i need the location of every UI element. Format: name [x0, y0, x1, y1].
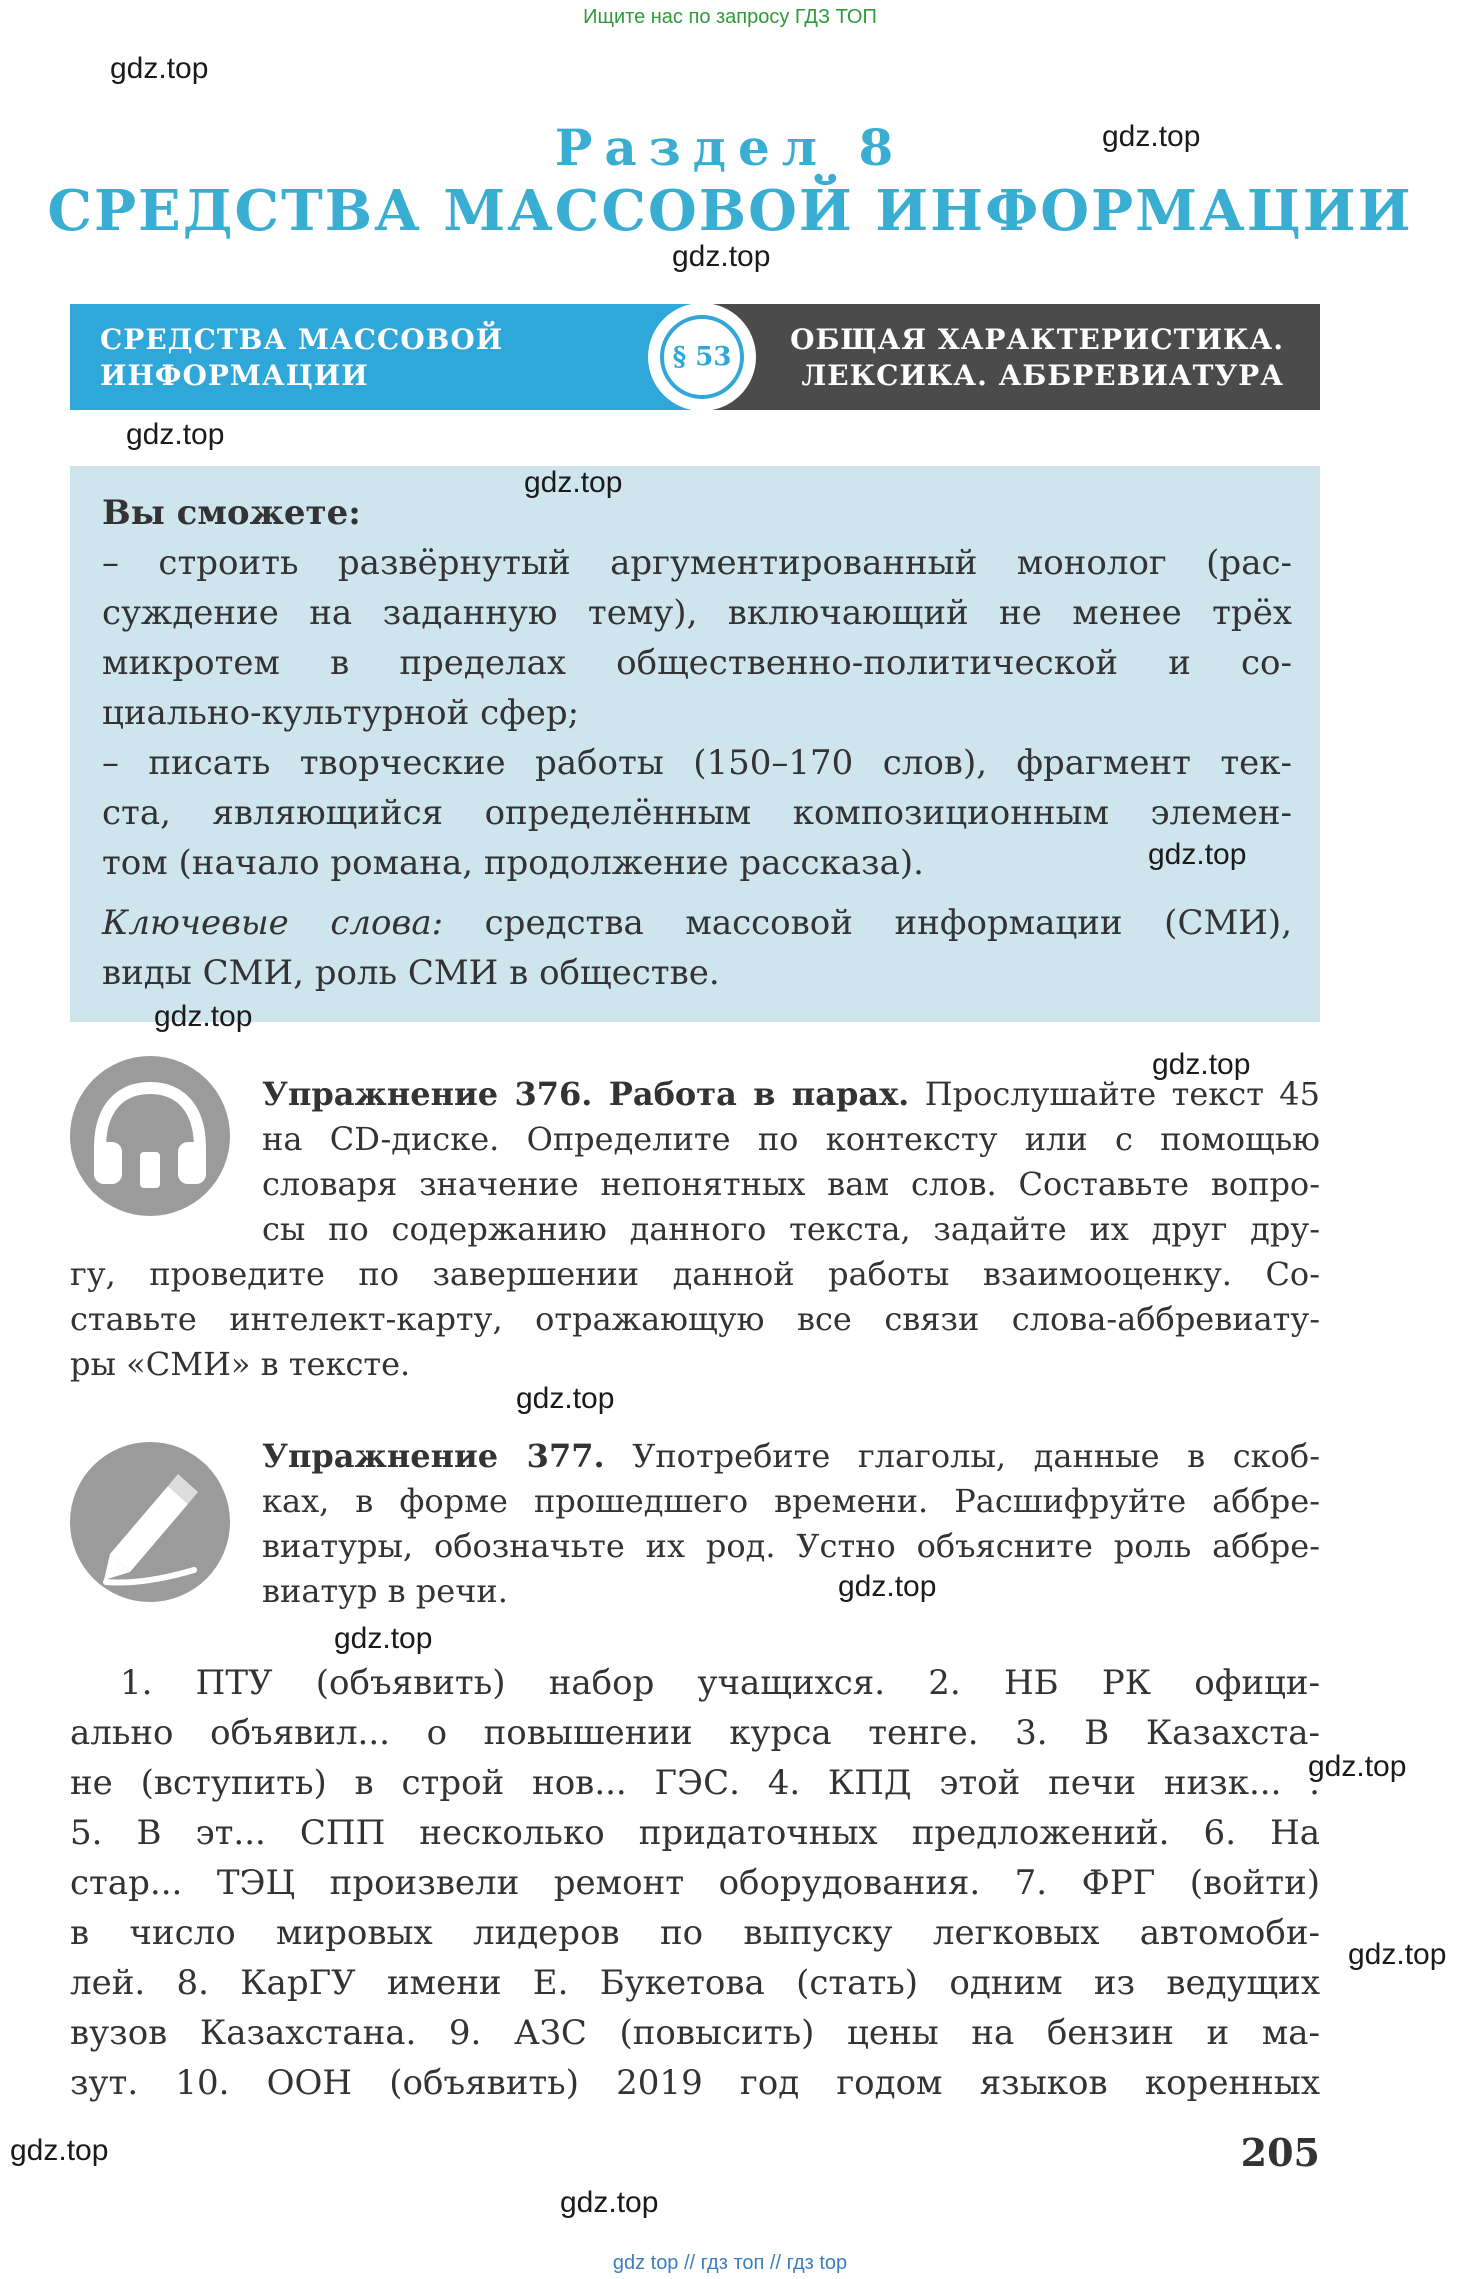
- goals-line: суждение на заданную тему), включающий не менее трёх: [102, 593, 1292, 633]
- headphones-icon: [70, 1056, 230, 1216]
- section-label: Раздел 8: [554, 118, 906, 177]
- goals-line: ста, являющийся определённым композиционным элемен-: [102, 793, 1292, 833]
- watermark: gdz.top: [672, 240, 771, 273]
- watermark: gdz.top: [334, 1622, 433, 1655]
- goals-line: микротем в пределах общественно-политической и со-: [102, 643, 1292, 683]
- exercise-376-line: гу, проведите по завершении данной работы взаимооценку. Со-: [70, 1255, 1320, 1293]
- body-line: 1. ПТУ (объявить) набор учащихся. 2. НБ РК офици-: [120, 1663, 1320, 1703]
- bottom-banner: gdz top // гдз топ // гдз top: [612, 2252, 848, 2274]
- watermark: gdz.top: [838, 1570, 937, 1603]
- exercise-377-line: виатур в речи.: [262, 1572, 508, 1610]
- watermark: gdz.top: [10, 2134, 109, 2167]
- exercise-376-line: на CD-диске. Определите по контексту или с помощью: [262, 1120, 1320, 1158]
- pen-icon: [70, 1442, 230, 1602]
- exercise-377-sentences: [70, 1658, 1320, 2108]
- banner-left-line: СРЕДСТВА МАССОВОЙ: [100, 323, 504, 356]
- exercise-376-line: ры «СМИ» в тексте.: [70, 1345, 411, 1383]
- banner-right-line: ОБЩАЯ ХАРАКТЕРИСТИКА.: [790, 323, 1284, 356]
- goals-heading: Вы сможете:: [102, 493, 361, 533]
- exercise-376-body-a: [262, 1117, 1320, 1252]
- banner-right-text: [790, 322, 1284, 394]
- exercise-377-line: ках, в форме прошедшего времени. Расшифруйте аббре-: [262, 1482, 1320, 1520]
- watermark: gdz.top: [560, 2186, 659, 2219]
- goals-line: – строить развёрнутый аргументированный монолог (рас-: [102, 543, 1292, 583]
- body-line: в число мировых лидеров по выпуску легковых автомоби-: [70, 1913, 1320, 1953]
- section-title: СРЕДСТВА МАССОВОЙ ИНФОРМАЦИИ: [47, 178, 1413, 244]
- goals-line: циально-культурной сфер;: [102, 693, 580, 733]
- exercise-377-line: виатуры, обозначьте их род. Устно объясните роль аббре-: [262, 1527, 1320, 1565]
- watermark: gdz.top: [516, 1382, 615, 1415]
- body-line: не (вступить) в строй нов... ГЭС. 4. КПД этой печи низк... .: [70, 1763, 1320, 1803]
- watermark: gdz.top: [1308, 1750, 1407, 1783]
- watermark: gdz.top: [110, 52, 209, 85]
- body-line: ально объявил... о повышении курса тенге. 3. В Казахста-: [70, 1713, 1320, 1753]
- watermark: gdz.top: [524, 466, 623, 499]
- keywords-line: [102, 898, 1292, 948]
- top-banner: Ищите нас по запросу ГДЗ ТОП: [583, 6, 877, 28]
- body-line: вузов Казахстана. 9. АЗС (повысить) цены на бензин и ма-: [70, 2013, 1320, 2053]
- exercise-377-text: Употребите глаголы, данные в скоб-: [604, 1437, 1321, 1475]
- exercise-376-text: Прослушайте текст 45: [909, 1075, 1321, 1113]
- goals-line: – писать творческие работы (150–170 слов), фрагмент тек-: [102, 743, 1292, 783]
- exercise-376-title: Упражнение 376. Работа в парах.: [262, 1075, 910, 1113]
- goals-text: [102, 488, 1292, 998]
- keywords-label: Ключевые слова:: [102, 903, 444, 943]
- watermark: gdz.top: [1348, 1938, 1447, 1971]
- watermark: gdz.top: [1152, 1048, 1251, 1081]
- goals-line: том (начало романа, продолжение рассказа).: [102, 843, 924, 883]
- body-line: зут. 10. ООН (объявить) 2019 год годом языков коренных: [70, 2063, 1320, 2103]
- exercise-376-line: ставьте интелект-карту, отражающую все связи слова-аббревиату-: [70, 1300, 1320, 1338]
- watermark: gdz.top: [1148, 838, 1247, 871]
- body-line: стар... ТЭЦ произвели ремонт оборудования. 7. ФРГ (войти): [70, 1863, 1320, 1903]
- banner-left-line: ИНФОРМАЦИИ: [100, 359, 369, 392]
- keywords-text: средства массовой информации (СМИ),: [443, 903, 1292, 943]
- exercise-377-title: Упражнение 377.: [262, 1437, 605, 1475]
- body-line: 5. В эт... СПП несколько придаточных предложений. 6. На: [70, 1813, 1320, 1853]
- paragraph-number: § 53: [660, 315, 744, 399]
- body-line: лей. 8. КарГУ имени Е. Букетова (стать) одним из ведущих: [70, 1963, 1320, 2003]
- exercise-377-first-line: [262, 1434, 1320, 1479]
- page-number: 205: [1240, 2130, 1320, 2175]
- banner-left-text: [100, 322, 503, 394]
- exercise-376-line: словаря значение непонятных вам слов. Составьте вопро-: [262, 1165, 1320, 1203]
- exercise-376-body-b: [70, 1252, 1320, 1387]
- exercise-376-line: сы по содержанию данного текста, задайте их друг дру-: [262, 1210, 1320, 1248]
- watermark: gdz.top: [154, 1000, 253, 1033]
- banner-right-line: ЛЕКСИКА. АББРЕВИАТУРА: [801, 359, 1284, 392]
- watermark: gdz.top: [1102, 120, 1201, 153]
- exercise-377: [262, 1434, 1320, 1614]
- watermark: gdz.top: [126, 418, 225, 451]
- keywords-line: виды СМИ, роль СМИ в обществе.: [102, 953, 720, 993]
